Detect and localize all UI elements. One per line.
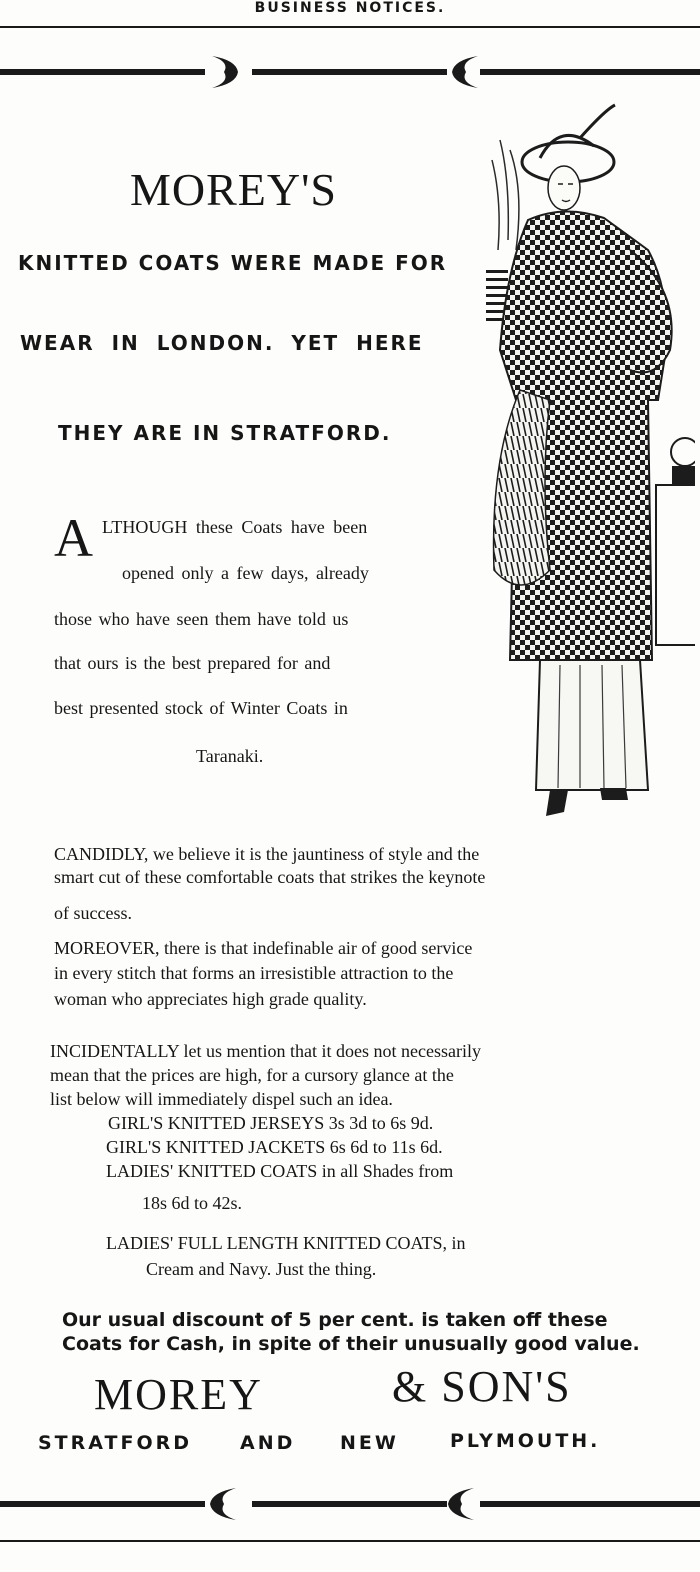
- signoff-and-sons: & SON'S: [392, 1362, 572, 1411]
- moreover-line-3: woman who appreciates high grade quality.: [54, 989, 367, 1009]
- incidentally-line-3: list below will immediately dispel such an idea.: [50, 1089, 393, 1109]
- price-item-ladies-coats: LADIES' KNITTED COATS in all Shades from: [106, 1161, 454, 1181]
- discount-line-1: Our usual discount of 5 per cent. is taken off these: [62, 1309, 608, 1331]
- candidly-line-2: smart cut of these comfortable coats that strikes the keynote: [54, 867, 486, 887]
- headline-line-2: WEAR IN LONDON. YET HERE: [20, 331, 424, 355]
- town-plymouth: PLYMOUTH.: [450, 1430, 601, 1452]
- town-and: AND: [240, 1432, 296, 1454]
- woman-in-knitted-coat-illustration: [480, 100, 695, 820]
- bottom-rule: [0, 1540, 700, 1542]
- top-rule: [0, 26, 700, 28]
- headline-line-3: THEY ARE IN STRATFORD.: [58, 421, 392, 445]
- moreover-line-1: MOREOVER, there is that indefinable air of good service: [54, 938, 473, 958]
- intro-line-1: LTHOUGH these Coats have been: [102, 517, 368, 537]
- bottom-ornament-rule: [0, 1484, 700, 1524]
- top-ornament-rule: [0, 52, 700, 92]
- intro-line-5: best presented stock of Winter Coats in: [54, 698, 348, 718]
- section-title: BUSINESS NOTICES.: [254, 0, 446, 16]
- candidly-line-1: CANDIDLY, we believe it is the jauntiness of style and the: [54, 844, 480, 864]
- intro-dropcap: A: [54, 508, 93, 568]
- town-stratford: STRATFORD: [38, 1432, 192, 1454]
- town-new: NEW: [340, 1432, 399, 1454]
- headline-line-1: KNITTED COATS WERE MADE FOR: [18, 251, 448, 275]
- signoff-morey: MOREY: [94, 1370, 263, 1419]
- candidly-line-3: of success.: [54, 903, 132, 923]
- price-item-full-length-colours: Cream and Navy. Just the thing.: [146, 1259, 377, 1279]
- price-item-girls-jerseys: GIRL'S KNITTED JERSEYS 3s 3d to 6s 9d.: [108, 1113, 434, 1133]
- intro-line-4: that ours is the best prepared for and: [54, 653, 331, 673]
- moreover-line-2: in every stitch that forms an irresistible attraction to the: [54, 963, 454, 983]
- price-item-ladies-coats-range: 18s 6d to 42s.: [142, 1193, 243, 1213]
- price-item-girls-jackets: GIRL'S KNITTED JACKETS 6s 6d to 11s 6d.: [106, 1137, 443, 1157]
- incidentally-line-2: mean that the prices are high, for a cursory glance at the: [50, 1065, 454, 1085]
- discount-line-2: Coats for Cash, in spite of their unusually good value.: [62, 1333, 640, 1355]
- intro-line-6: Taranaki.: [196, 746, 264, 766]
- intro-line-2: opened only a few days, already: [122, 563, 369, 583]
- intro-line-3: those who have seen them have told us: [54, 609, 349, 629]
- price-item-full-length-coats: LADIES' FULL LENGTH KNITTED COATS, in: [106, 1233, 466, 1253]
- incidentally-line-1: INCIDENTALLY let us mention that it does not necessarily: [50, 1041, 481, 1061]
- brand-title: MOREY'S: [130, 164, 337, 215]
